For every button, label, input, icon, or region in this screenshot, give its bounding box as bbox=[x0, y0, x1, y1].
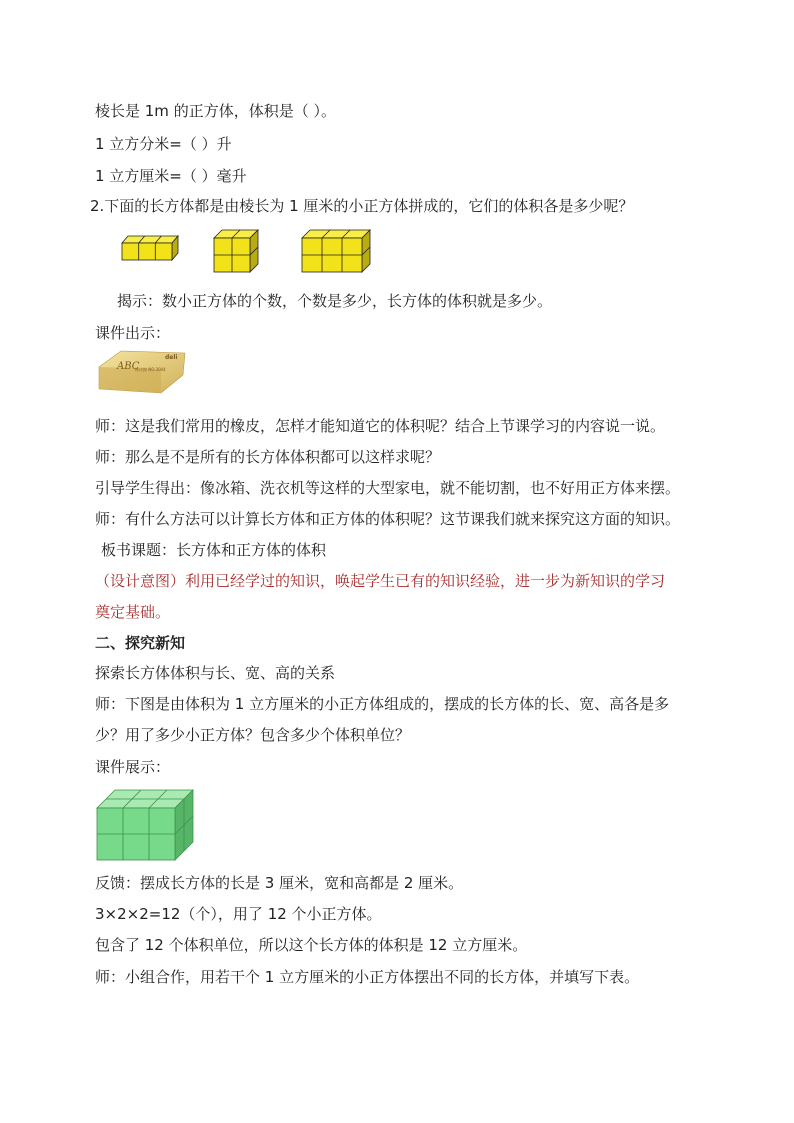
text-line-courseware-show: 课件出示： bbox=[95, 324, 171, 342]
eraser-script-label: ABC bbox=[117, 361, 140, 372]
eraser-model-label: 橡皮擦 NO.3004 bbox=[135, 367, 166, 372]
text-line-question-2: 2.下面的长方体都是由棱长为 1 厘米的小正方体拼成的，它们的体积各是多少呢？ bbox=[90, 197, 634, 215]
yellow-cuboid-3x2-cubes bbox=[300, 226, 372, 274]
text-line-teacher-figure-question-cont: 少？用了多少小正方体？包含多少个体积单位？ bbox=[95, 726, 411, 744]
yellow-cuboid-3-cubes bbox=[118, 227, 180, 263]
text-line-cm3-to-ml: 1 立方厘米=（ ）毫升 bbox=[95, 167, 247, 185]
text-line-volume-units: 包含了 12 个体积单位，所以这个长方体的体积是 12 立方厘米。 bbox=[95, 936, 528, 954]
text-line-group-work: 师：小组合作，用若干个 1 立方厘米的小正方体摆出不同的长方体，并填写下表。 bbox=[95, 968, 640, 986]
text-line-design-intent-cont: 奠定基础。 bbox=[95, 603, 171, 621]
text-line-dm3-to-liter: 1 立方分米=（ ）升 bbox=[95, 135, 232, 153]
section-heading-explore: 二、探究新知 bbox=[95, 634, 186, 652]
green-cuboid-3x2x2 bbox=[95, 786, 197, 862]
eraser-brand-label: deli bbox=[165, 354, 178, 361]
text-line-design-intent: （设计意图）利用已经学过的知识，唤起学生已有的知识经验，进一步为新知识的学习 bbox=[95, 572, 666, 590]
text-line-calculation: 3×2×2=12（个），用了 12 个小正方体。 bbox=[95, 905, 382, 923]
eraser-image bbox=[95, 347, 187, 397]
text-line-board-title: 板书课题：长方体和正方体的体积 bbox=[101, 541, 327, 559]
text-line-guide-students: 引导学生得出：像冰箱、洗衣机等这样的大型家电，就不能切割，也不好用正方体来摆。 bbox=[95, 479, 681, 497]
text-line-courseware-display: 课件展示： bbox=[95, 758, 171, 776]
text-line-reveal: 揭示：数小正方体的个数，个数是多少，长方体的体积就是多少。 bbox=[117, 292, 553, 310]
text-line-feedback: 反馈：摆成长方体的长是 3 厘米，宽和高都是 2 厘米。 bbox=[95, 874, 464, 892]
yellow-cuboid-2x2-cubes bbox=[212, 226, 262, 274]
text-line-teacher-eraser: 师：这是我们常用的橡皮，怎样才能知道它的体积呢？结合上节课学习的内容说一说。 bbox=[95, 417, 666, 435]
text-line-teacher-all-cuboids: 师：那么是不是所有的长方体体积都可以这样求呢？ bbox=[95, 448, 441, 466]
text-line-teacher-figure-question: 师：下图是由体积为 1 立方厘米的小正方体组成的，摆成的长方体的长、宽、高各是多 bbox=[95, 695, 670, 713]
text-line-cube-volume: 棱长是 1m 的正方体，体积是（ ）。 bbox=[95, 102, 336, 120]
text-line-explore-relation: 探索长方体体积与长、宽、高的关系 bbox=[95, 664, 336, 682]
text-line-teacher-method: 师：有什么方法可以计算长方体和正方体的体积呢？这节课我们就来探究这方面的知识。 bbox=[95, 510, 681, 528]
